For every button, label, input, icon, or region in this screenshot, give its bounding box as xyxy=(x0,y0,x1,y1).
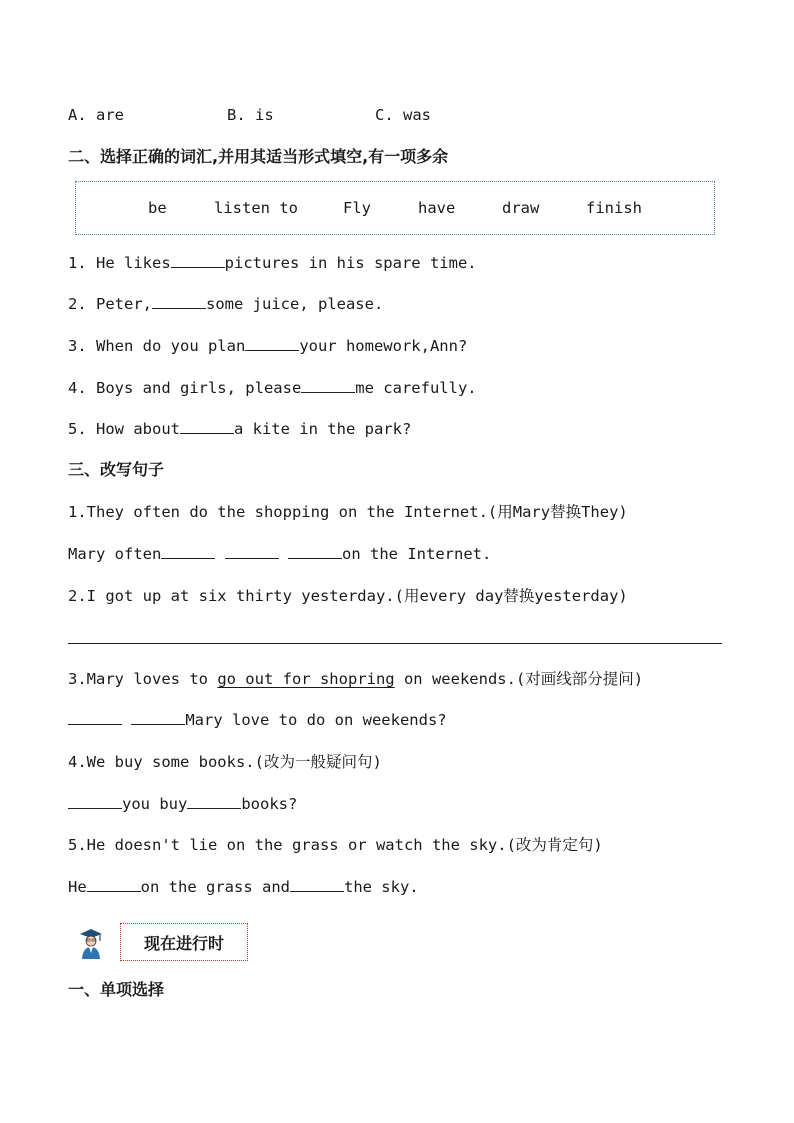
answer-blank[interactable] xyxy=(245,336,299,351)
word-fly: Fly xyxy=(343,199,371,217)
section1-heading: 一、单项选择 xyxy=(68,980,165,999)
answer-blank[interactable] xyxy=(131,710,185,725)
rewrite-4-answer: you buy books? xyxy=(68,794,297,814)
answer-blank[interactable] xyxy=(171,253,225,268)
word-bank xyxy=(75,181,715,235)
word-be: be xyxy=(148,199,167,217)
word-finish: finish xyxy=(586,199,642,217)
underlined-phrase: go out for shopring xyxy=(217,670,395,688)
question-4: 4. Boys and girls, please me carefully. xyxy=(68,379,477,397)
teacher-icon xyxy=(78,926,104,960)
section2-heading: 二、选择正确的词汇,并用其适当形式填空,有一项多余 xyxy=(68,147,449,166)
word-draw: draw xyxy=(502,199,540,217)
answer-blank[interactable] xyxy=(187,794,241,809)
option-a: A. are xyxy=(68,106,124,124)
question-1: 1. He likes pictures in his spare time. xyxy=(68,254,477,272)
question-2: 2. Peter, some juice, please. xyxy=(68,295,384,313)
word-have: have xyxy=(418,199,456,217)
section3-heading: 三、改写句子 xyxy=(68,460,165,479)
rewrite-3-question: 3.Mary loves to go out for shopring on weekends.(对画线部分提问) xyxy=(68,670,644,688)
topic-title: 现在进行时 xyxy=(120,923,248,961)
word-listen-to: listen to xyxy=(214,199,298,217)
answer-blank[interactable] xyxy=(290,877,344,892)
answer-blank[interactable] xyxy=(225,544,279,559)
rewrite-1-answer: Mary often on the Internet. xyxy=(68,545,492,563)
option-c: C. was xyxy=(375,106,431,124)
answer-blank[interactable] xyxy=(68,710,122,725)
question-3: 3. When do you plan your homework,Ann? xyxy=(68,337,468,355)
rewrite-5-question: 5.He doesn't lie on the grass or watch the sky.(改为肯定句) xyxy=(68,836,603,854)
option-b: B. is xyxy=(227,106,274,124)
rewrite-4-question: 4.We buy some books.(改为一般疑问句) xyxy=(68,753,382,771)
answer-blank[interactable] xyxy=(68,794,122,809)
answer-blank[interactable] xyxy=(87,877,141,892)
question-5: 5. How about a kite in the park? xyxy=(68,420,412,438)
rewrite-1-question: 1.They often do the shopping on the Internet.(用Mary替换They) xyxy=(68,503,628,521)
answer-blank[interactable] xyxy=(161,544,215,559)
rewrite-2-question: 2.I got up at six thirty yesterday.(用every day替换yesterday) xyxy=(68,587,628,605)
answer-blank[interactable] xyxy=(288,544,342,559)
answer-blank[interactable] xyxy=(301,378,355,393)
rewrite-5-answer: He on the grass and the sky. xyxy=(68,878,419,896)
rewrite-3-answer: Mary love to do on weekends? xyxy=(68,710,447,730)
answer-blank[interactable] xyxy=(152,294,206,309)
answer-blank[interactable] xyxy=(180,419,234,434)
answer-line[interactable] xyxy=(68,643,722,644)
